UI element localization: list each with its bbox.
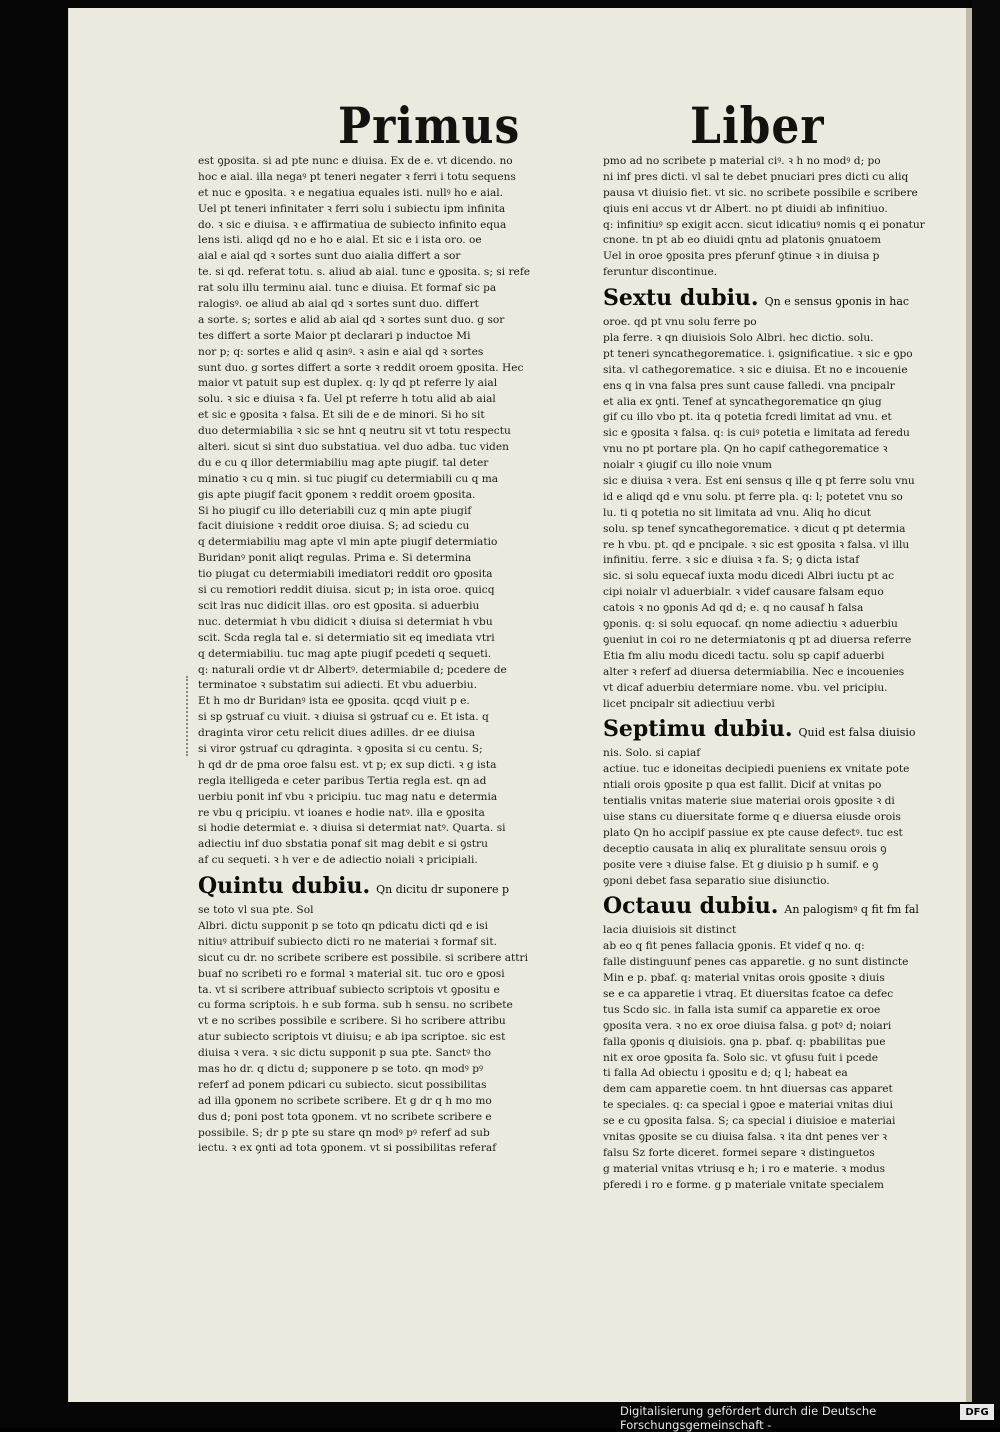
text-line: h qd dr de pma oroe falsu est. vt p; ex sup dicti. ꝛ g ista <box>198 758 497 771</box>
section-title: Octauu dubiu. <box>603 893 779 920</box>
text-line: actiue. tuc e idoneitas decipiedi pueniens ex vnitate pote <box>603 763 910 776</box>
text-line: dem cam apparetie coem. tn hnt diuersas cas apparet <box>603 1083 893 1096</box>
text-line: se e cu ꝯposita falsa. S; ca special i diuisioe e materiai <box>603 1115 896 1128</box>
text-line: sic e ꝯposita ꝛ falsa. q: is cuiꝰ potetia e limitata ad feredu <box>603 427 910 440</box>
text-line: nor p; q: sortes e alid q asinꝰ. ꝛ asin e aial qd ꝛ sortes <box>198 345 484 358</box>
page-shadow <box>972 0 1000 1410</box>
text-line: adiectiu inf duo sbstatia ponaf sit mag debit e si ꝯstru <box>198 838 488 851</box>
text-line: nis. Solo. si capiaf <box>603 747 701 760</box>
text-line: solu. ꝛ sic e diuisa ꝛ fa. Uel pt referre h totu alid ab aial <box>198 393 496 406</box>
text-line: duo determiabilia ꝛ sic se hnt q neutru sit vt totu respectu <box>198 425 511 438</box>
text-line: diuisa ꝛ vera. ꝛ sic dictu supponit p sua pte. Sanctꝰ tho <box>198 1047 491 1060</box>
text-line: tentialis vnitas materie siue materiai orois ꝯposite ꝛ di <box>603 795 895 808</box>
text-line: alter ꝛ referf ad diuersa determiabilia. Nec e incouenies <box>603 665 905 678</box>
text-line: se e ca apparetie i vtraq. Et diuersitas fcatoe ca defec <box>603 987 894 1000</box>
text-line: se toto vl sua pte. Sol <box>198 904 314 917</box>
text-line: sicut cu dr. no scribete scribere est possibile. si scribere attri <box>198 951 529 964</box>
right-text-block-a <box>603 154 975 281</box>
text-line: ti falla Ad obiectu i ꝯpositu e d; q l; habeat ea <box>603 1067 848 1080</box>
running-head-left: Primus <box>338 98 521 156</box>
text-line: re h vbu. pt. qd e pncipale. ꝛ sic est ꝯposita ꝛ falsa. vl illu <box>603 538 910 551</box>
text-line: tus Scdo sic. in falla ista sumif ca apparetie ex oroe <box>603 1003 881 1016</box>
text-line: vnu no pt portare pla. Qn ho capif cathegorematice ꝛ <box>603 443 888 456</box>
text-line: af cu sequeti. ꝛ h ver e de adiectio noiali ꝛ pricipiali. <box>198 854 478 867</box>
text-line: terminatoe ꝛ substatim sui adiecti. Et vbu aduerbiu. <box>198 679 477 692</box>
text-line: et nuc e ꝯposita. ꝛ e negatiua equales isti. nullꝰ ho e aial. <box>198 186 504 199</box>
text-line: sita. vl cathegorematice. ꝛ sic e diuisa. Et no e incouenie <box>603 363 908 376</box>
text-line: cipi noialr vl aduerbialr. ꝛ videf causare falsam equo <box>603 586 884 599</box>
left-text-block-a <box>198 154 570 869</box>
text-line: qiuis eni accus vt dr Albert. no pt diuidi ab infinitiuo. <box>603 202 888 215</box>
running-head-right: Liber <box>690 98 825 156</box>
section-incipit: Qn e sensus ꝯponis in hac <box>764 295 910 309</box>
text-line: ens q in vna falsa pres sunt cause falledi. vna pncipalr <box>603 379 895 392</box>
text-line: q: naturali ordie vt dr Albertꝰ. determiabile d; pcedere de <box>198 663 507 676</box>
section-heading-7 <box>603 712 975 746</box>
left-text-block-b <box>198 903 570 1157</box>
text-line: scit lras nuc didicit illas. oro est ꝯposita. si aduerbiu <box>198 599 480 612</box>
text-line: ni inf pres dicti. vl sal te debet pnuciari pres dicti cu aliq <box>603 170 909 183</box>
text-line: hoc e aial. illa negaꝰ pt teneri negater ꝛ ferri i totu sequens <box>198 170 516 183</box>
text-line: est ꝯposita. si ad pte nunc e diuisa. Ex de e. vt dicendo. no <box>198 155 513 167</box>
text-line: si sp ꝯstruaf cu viuit. ꝛ diuisa si ꝯstruaf cu e. Et ista. q <box>198 711 489 724</box>
left-text-column <box>198 154 570 1154</box>
text-line: Min e p. pbaf. q: material vnitas orois ꝯposite ꝛ diuis <box>603 972 885 985</box>
text-line: regla itelligeda e ceter paribus Tertia regla est. qn ad <box>198 774 487 787</box>
text-line: vt e no scribes possibile e scribere. Si ho scribere attribu <box>198 1015 506 1028</box>
text-line: atur subiecto scriptois vt diuisu; e ab ipa scriptoe. sic est <box>198 1031 506 1044</box>
text-line: Buridanꝰ ponit aliqt regulas. Prima e. Si determina <box>198 552 472 565</box>
right-text-block-b <box>603 315 975 712</box>
text-line: Etia fm aliu modu dicedi tactu. solu sp capif aduerbi <box>603 649 885 662</box>
text-line: nit ex oroe ꝯposita fa. Solo sic. vt ꝯfusu fuit i pcede <box>603 1051 879 1064</box>
text-line: sic. si solu equecaf iuxta modu dicedi Albri iuctu pt ac <box>603 570 895 583</box>
section-incipit: Qn dicitu dr suponere p <box>376 883 510 897</box>
text-line: noialr ꝛ ꝯiugif cu illo noie vnum <box>603 459 772 472</box>
text-line: q determiabiliu mag apte vl min apte piugif determiatio <box>198 536 498 549</box>
margin-annotation-mark <box>186 676 192 756</box>
text-line: Uel pt teneri infinitater ꝛ ferri solu i subiectu ipm infinita <box>198 202 506 215</box>
text-line: pausa vt diuisio fiet. vt sic. no scribete possibile e scribere <box>603 186 918 199</box>
text-line: licet pncipalr sit adiectiuu verbi <box>603 697 775 710</box>
text-line: do. ꝛ sic e diuisa. ꝛ e affirmatiua de subiecto infinito equa <box>198 218 507 231</box>
dfg-logo: DFG <box>960 1404 994 1420</box>
text-line: lacia diuisiois sit distinct <box>603 924 737 937</box>
text-line: plato Qn ho accipif passiue ex pte cause defectꝰ. tuc est <box>603 826 903 839</box>
text-line: ꝯposita vera. ꝛ no ex oroe diuisa falsa. g potꝰ d; noiari <box>603 1019 892 1032</box>
text-line: pferedi i ro e forme. g p materiale vnitate specialem <box>603 1178 884 1191</box>
text-line: si cu remotiori reddit diuisa. sicut p; in ista oroe. quicq <box>198 584 495 597</box>
text-line: ta. vt si scribere attribuaf subiecto scriptois vt ꝯpositu e <box>198 983 500 996</box>
section-incipit: An palogismꝰ q fit fm fal <box>784 903 919 917</box>
text-line: du e cu q illor determiabiliu mag apte piugif. tal deter <box>198 456 489 469</box>
text-line: Et h mo dr Buridanꝰ ista ee ꝯposita. qcqd viuit p e. <box>198 695 470 708</box>
text-line: te. si qd. referat totu. s. aliud ab aial. tunc e ꝯposita. s; si refe <box>198 266 531 279</box>
text-line: tio piugat cu determiabili imediatori reddit oro ꝯposita <box>198 568 493 581</box>
right-text-column <box>603 154 975 1191</box>
text-line: re vbu q pricipiu. vt ioanes e hodie natꝰ. illa e ꝯposita <box>198 806 485 819</box>
text-line: gis apte piugif facit ꝯponem ꝛ reddit oroem ꝯposita. <box>198 488 476 501</box>
right-text-block-c <box>603 746 975 889</box>
section-title: Quintu dubiu. <box>198 873 371 900</box>
text-line: falsu Sz forte diceret. formei separe ꝛ distinguetos <box>603 1146 875 1159</box>
text-line: possibile. S; dr p pte su stare qn modꝰ pꝰ referf ad sub <box>198 1126 490 1139</box>
text-line: falla ꝯponis q diuisiois. ꝯna p. pbaf. q: pbabilitas pue <box>603 1035 886 1048</box>
text-line: tes differt a sorte Maior pt declarari p inductoe Mi <box>198 329 471 342</box>
text-line: gif cu illo vbo pt. ita q potetia fcredi limitat ad vnu. et <box>603 411 892 424</box>
text-line: vt dicaf aduerbiu determiare nome. vbu. vel pricipiu. <box>603 681 888 694</box>
right-text-block-d <box>603 923 975 1193</box>
text-line: sunt duo. g sortes differt a sorte ꝛ reddit oroem ꝯposita. Hec <box>198 361 524 374</box>
text-line: mas ho dr. q dictu d; supponere p se toto. qn modꝰ pꝰ <box>198 1062 484 1075</box>
text-line: et sic e ꝯposita ꝛ falsa. Et sili de e de minori. Si ho sit <box>198 409 485 422</box>
text-line: si viror ꝯstruaf cu qdraginta. ꝛ ꝯposita si cu centu. S; <box>198 742 483 755</box>
text-line: deceptio causata in aliq ex pluralitate sensuu orois ꝯ <box>603 842 887 855</box>
text-line: g material vnitas vtriusq e h; i ro e materie. ꝛ modus <box>603 1162 886 1175</box>
text-line: sic e diuisa ꝛ vera. Est eni sensus q ille q pt ferre solu vnu <box>603 475 915 488</box>
text-line: maior vt patuit sup est duplex. q: ly qd pt referre ly aial <box>198 377 498 390</box>
text-line: nitiuꝰ attribuif subiecto dicti ro ne materiai ꝛ formaf sit. <box>198 935 497 948</box>
text-line: ꝯponi debet fasa separatio siue disiunctio. <box>603 874 830 887</box>
text-line: ab eo q fit penes fallacia ꝯponis. Et videf q no. q: <box>603 940 865 953</box>
text-line: ad illa ꝯponem no scribete scribere. Et g dr q h mo mo <box>198 1094 492 1107</box>
text-line: Uel in oroe ꝯposita pres pferunf ꝯtinue ꝛ in diuisa p <box>603 250 880 263</box>
text-line: solu. sp tenef syncathegorematice. ꝛ dicut q pt determia <box>603 522 906 535</box>
text-line: aial e aial qd ꝛ sortes sunt duo aialia differt a sor <box>198 250 461 263</box>
text-line: ralogisꝰ. oe aliud ab aial qd ꝛ sortes sunt duo. differt <box>198 298 479 311</box>
text-line: cu forma scriptois. h e sub forma. sub h sensu. no scribete <box>198 999 513 1012</box>
text-line: lens isti. aliqd qd no e ho e aial. Et sic e i ista oro. oe <box>198 234 482 247</box>
text-line: q: infinitiuꝰ sp exigit accn. sicut idicatiuꝰ nomis q ei ponatur <box>603 218 925 231</box>
text-line: facit diuisione ꝛ reddit oroe diuisa. S; ad sciedu cu <box>198 520 470 533</box>
text-line: pmo ad no scribete p material ciꝰ. ꝛ h no modꝰ d; po <box>603 155 881 167</box>
text-line: uerbiu ponit inf vbu ꝛ pricipiu. tuc mag natu e determia <box>198 790 498 803</box>
text-line: pt teneri syncathegorematice. i. ꝯsignificatiue. ꝛ sic e ꝯpo <box>603 347 913 360</box>
text-line: buaf no scribeti ro e formal ꝛ material sit. tuc oro e ꝯposi <box>198 967 505 980</box>
text-line: Si ho piugif cu illo deteriabili cuz q min apte piugif <box>198 504 472 517</box>
text-line: catois ꝛ no ꝯponis Ad qd d; e. q no causaf h falsa <box>603 602 864 615</box>
text-line: alteri. sicut si sint duo substatiua. vel duo adba. tuc viden <box>198 441 509 454</box>
section-heading-6 <box>603 281 975 315</box>
text-line: pla ferre. ꝛ qn diuisiois Solo Albri. hec dictio. solu. <box>603 332 874 345</box>
text-line: lu. ti q potetia no sit limitata ad vnu. Aliq ho dicut <box>603 506 872 519</box>
text-line: ntiali orois ꝯposite p qua est fallit. Dicif at vnitas po <box>603 779 882 792</box>
section-heading-8 <box>603 889 975 923</box>
text-line: et alia ex ꝯnti. Tenef at syncathegorematice qn ꝯiug <box>603 395 882 408</box>
text-line: Albri. dictu supponit p se toto qn pdicatu dicti qd e isi <box>198 919 488 932</box>
text-line: cnone. tn pt ab eo diuidi qntu ad platonis ꝯnuatoem <box>603 234 881 247</box>
section-heading-5 <box>198 869 570 903</box>
text-line: nuc. determiat h vbu didicit ꝛ diuisa si determiat h vbu <box>198 615 493 628</box>
text-line: posite vere ꝛ diuise false. Et g diuisio p h sumif. e ꝯ <box>603 858 879 871</box>
text-line: a sorte. s; sortes e alid ab aial qd ꝛ sortes sunt duo. g sor <box>198 313 505 326</box>
text-line: falle distinguunf penes cas apparetie. g no sunt distincte <box>603 956 909 969</box>
text-line: oroe. qd pt vnu solu ferre po <box>603 316 757 329</box>
text-line: draginta viror cetu relicit diues adilles. dr ee diuisa <box>198 727 476 740</box>
text-line: dus d; poni post tota ꝯponem. vt no scribete scribere e <box>198 1110 492 1123</box>
section-title: Sextu dubiu. <box>603 285 759 312</box>
section-incipit: Quid est falsa diuisio <box>798 726 916 740</box>
section-title: Septimu dubiu. <box>603 716 793 743</box>
funding-credit: Digitalisierung gefördert durch die Deutsche Forschungsgemeinschaft - <box>620 1404 877 1432</box>
text-line: q determiabiliu. tuc mag apte piugif pcedeti q sequeti. <box>198 647 492 660</box>
text-line: si hodie determiat e. ꝛ diuisa si determiat natꝰ. Quarta. si <box>198 822 506 835</box>
text-line: vnitas ꝯposite se cu diuisa falsa. ꝛ ita dnt penes ver ꝛ <box>603 1130 888 1143</box>
text-line: ꝯueniut in coi ro ne determiatonis q pt ad diuersa referre <box>603 633 912 646</box>
text-line: referf ad ponem pdicari cu subiecto. sicut possibilitas <box>198 1078 487 1091</box>
text-line: uise stans cu diuersitate forme q e diuersa eiusde orois <box>603 810 901 823</box>
text-line: rat solu illu terminu aial. tunc e diuisa. Et formaf sic pa <box>198 282 497 295</box>
text-line: scit. Scda regla tal e. si determiatio sit eq imediata vtri <box>198 631 495 644</box>
text-line: minatio ꝛ cu q min. si tuc piugif cu determiabili cu q ma <box>198 472 499 485</box>
text-line: infinitiu. ferre. ꝛ sic e diuisa ꝛ fa. S; ꝯ dicta istaf <box>603 554 860 567</box>
text-line: feruntur discontinue. <box>603 266 718 279</box>
text-line: id e aliqd qd e vnu solu. pt ferre pla. q: l; potetet vnu so <box>603 490 903 503</box>
text-line: te speciales. q: ca special i ꝯpoe e materiai vnitas diui <box>603 1099 893 1112</box>
text-line: ꝯponis. q: si solu equocaf. qn nome adiectiu ꝛ aduerbiu <box>603 618 898 631</box>
text-line: iectu. ꝛ ex ꝯnti ad tota ꝯponem. vt si possibilitas referaf <box>198 1142 497 1155</box>
